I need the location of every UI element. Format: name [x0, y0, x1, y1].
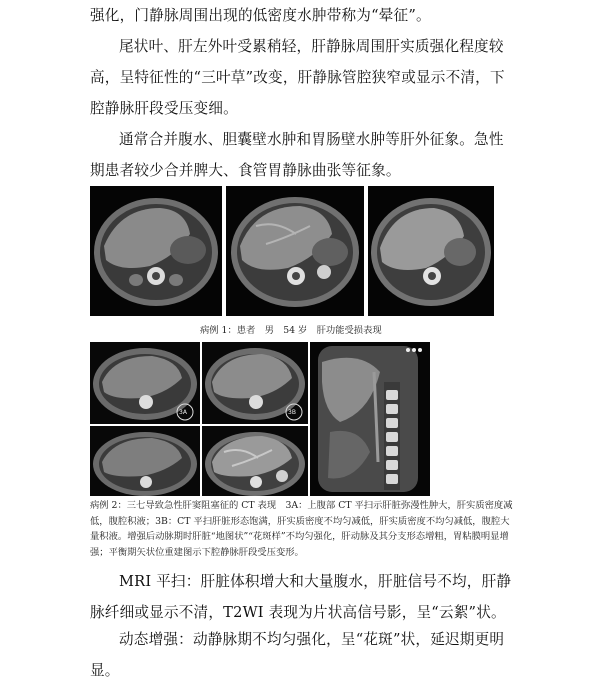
paragraph-dynamic-enhancement: 动态增强：动静脉期不均匀强化，呈“花斑”状，延迟期更明显。 — [90, 631, 505, 679]
ct-image-1b — [226, 186, 364, 316]
figure-2-caption: 病例 2：三七导致急性肝窦阻塞征的 CT 表现 3A：上腹部 CT 平扫示肝脏弥漫性肿大，肝实质密度减低，腹腔积液；3B：CT 平扫肝脏形态饱满，肝实质密度不均匀减低，肝实质密度不均匀减低，腹腔大量积液。增强后动脉期时肝脏“地图状”“花斑样”不均匀强化，肝动脉及其分支形态增粗，胃粘膜明显增强；平衡期矢状位重建图示下腔静脉肝段受压变形。 — [90, 500, 513, 558]
ct-image-1c — [368, 186, 494, 316]
label-3a: 3A — [179, 409, 187, 416]
ct-image-1a — [90, 186, 222, 316]
paragraph-extrahepatic-signs: 通常合并腹水、胆囊壁水肿和胃肠壁水肿等肝外征象。急性期患者较少合并脾大、食管胃静脉曲张等征象。 — [90, 131, 504, 179]
ct-image-3a — [90, 342, 200, 424]
ct-image-3c — [90, 426, 200, 496]
paragraph-caudate-lobe: 尾状叶、肝左外叶受累稍轻，肝静脉周围肝实质强化程度较高，呈特征性的“三叶草”改变，肝静脉管腔狭窄或显示不清，下腔静脉肝段受压变细。 — [90, 38, 505, 117]
paragraph-continuation: 强化，门静脉周围出现的低密度水肿带称为“晕征”。 — [90, 7, 431, 24]
ct-sagittal-image — [310, 342, 430, 496]
ct-image-3b — [202, 342, 308, 424]
paragraph-mri-plain: MRI 平扫：肝脏体积增大和大量腹水，肝脏信号不均，肝静脉纤细或显示不清，T2WI 表现为片状高信号影，呈“云絮”状。 — [90, 573, 512, 621]
label-3b: 3B — [288, 409, 296, 416]
figure-1-caption: 病例 1：患者 男 54 岁 肝功能受损表现 — [200, 325, 382, 336]
ct-image-3d — [202, 426, 308, 496]
